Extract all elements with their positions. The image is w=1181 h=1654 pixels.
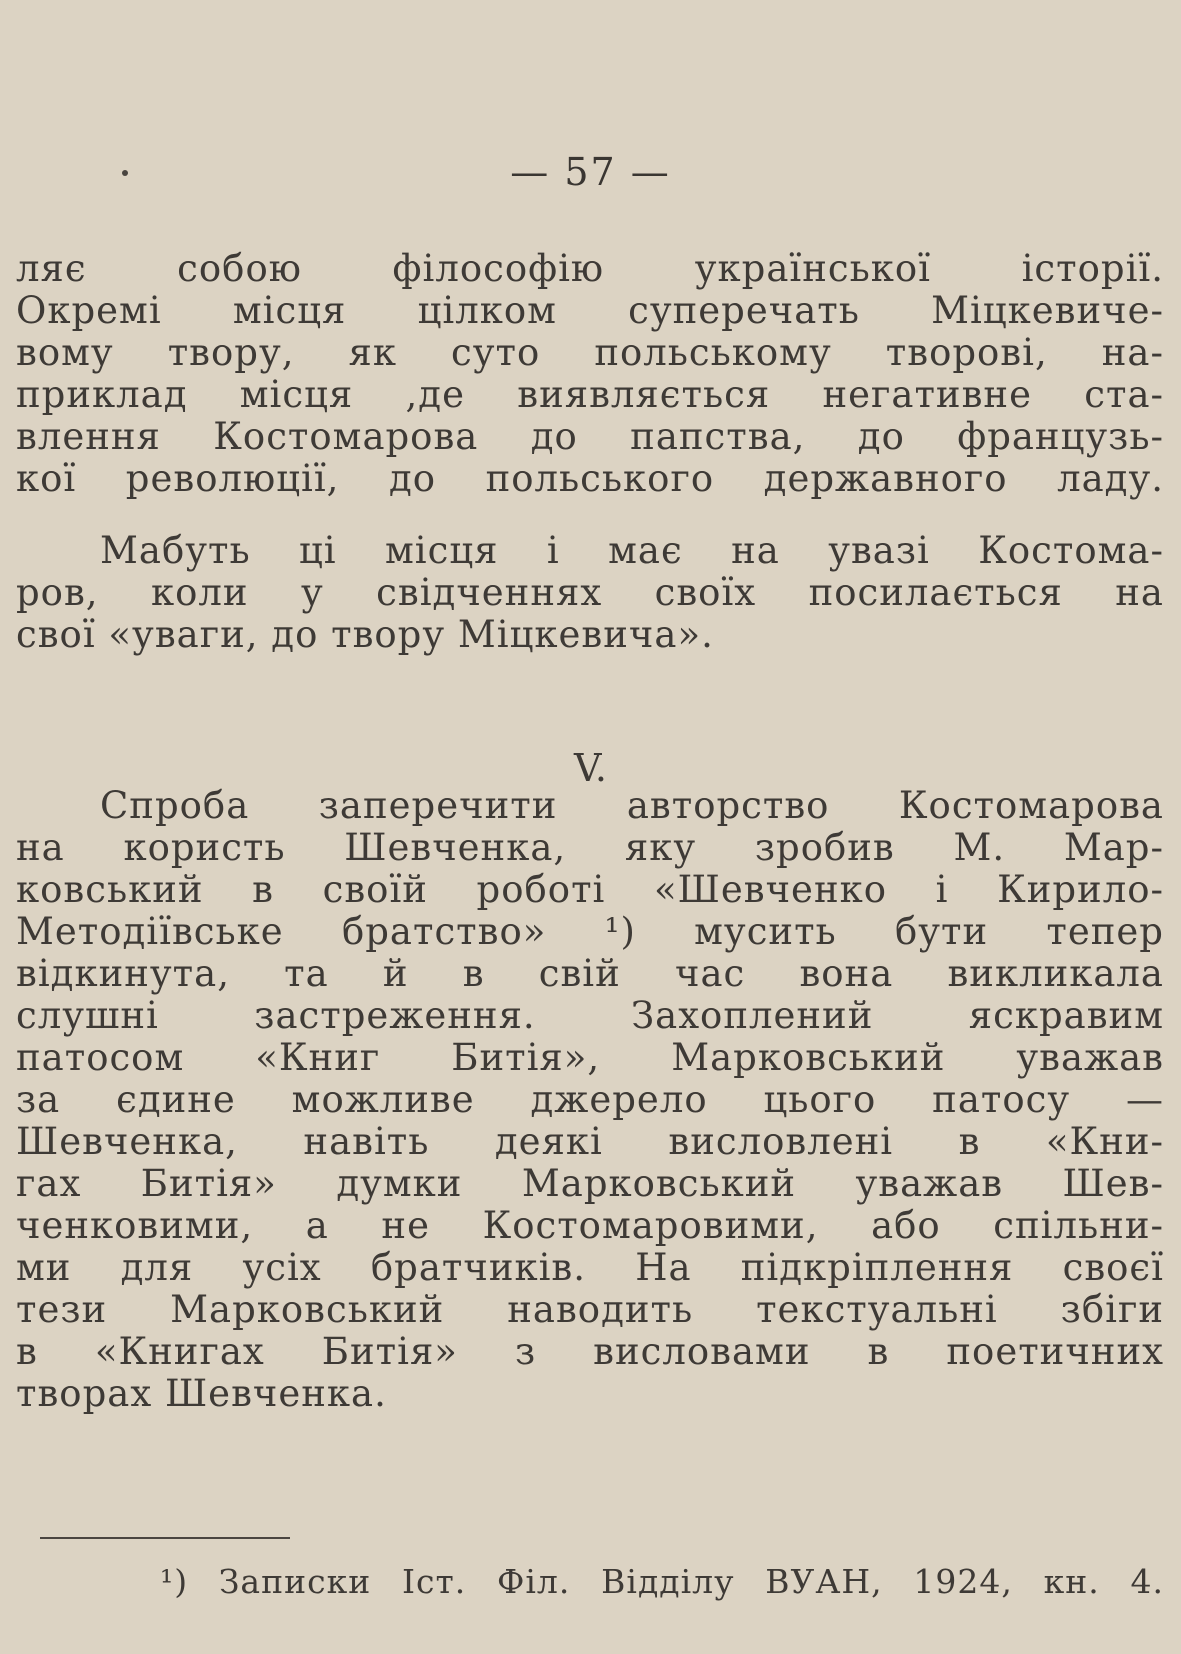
footnote: ¹) Записки Іст. Філ. Відділу ВУАН, 1924, кн. 4. [160,1562,1164,1601]
text-line: творах Шевченка. [16,1372,387,1415]
text-line: ми для усіх братчиків. На підкріплення своєї [16,1246,1164,1289]
footnote-rule [40,1537,290,1539]
text-line: вому твору, як суто польському творові, на- [16,331,1164,374]
text-line: відкинута, та й в свій час вона викликала [16,952,1164,995]
text-line: Методіївське братство» ¹) мусить бути тепер [16,910,1164,953]
text-line: ковський в своїй роботі «Шевченко і Кирило- [16,868,1164,911]
text-line: ров, коли у свідченнях своїх посилається на [16,571,1164,614]
text-line: в «Книгах Битія» з висловами в поетичних [16,1330,1164,1373]
text-line: приклад місця ,де виявляється негативне ста- [16,373,1164,416]
text-line: патосом «Книг Битія», Марковський уважав [16,1036,1164,1079]
text-line: свої «уваги, до твору Міцкевича». [16,613,714,656]
text-line: кої революції, до польського державного ладу. [16,457,1164,500]
page-number: — 57 — [510,150,671,194]
text-line: Спроба заперечити авторство Костомарова [100,784,1164,827]
text-line: слушні застреження. Захоплений яскравим [16,994,1164,1037]
text-line: ляє собою філософію української історії. [16,247,1164,290]
text-line: на користь Шевченка, яку зробив М. Мар- [16,826,1164,869]
text-line: Мабуть ці місця і має на увазі Костома- [100,529,1164,572]
section-heading: V. [574,746,607,790]
text-line: ченковими, а не Костомаровими, або спільни- [16,1204,1164,1247]
text-line: влення Костомарова до папства, до французь- [16,415,1164,458]
text-line: за єдине можливе джерело цього патосу — [16,1078,1164,1121]
text-line: Окремі місця цілком суперечать Міцкевиче- [16,289,1164,332]
text-line: гах Битія» думки Марковський уважав Шев- [16,1162,1164,1205]
text-line: Шевченка, навіть деякі висловлені в «Кни- [16,1120,1164,1163]
text-line: тези Марковський наводить текстуальні збіги [16,1288,1164,1331]
